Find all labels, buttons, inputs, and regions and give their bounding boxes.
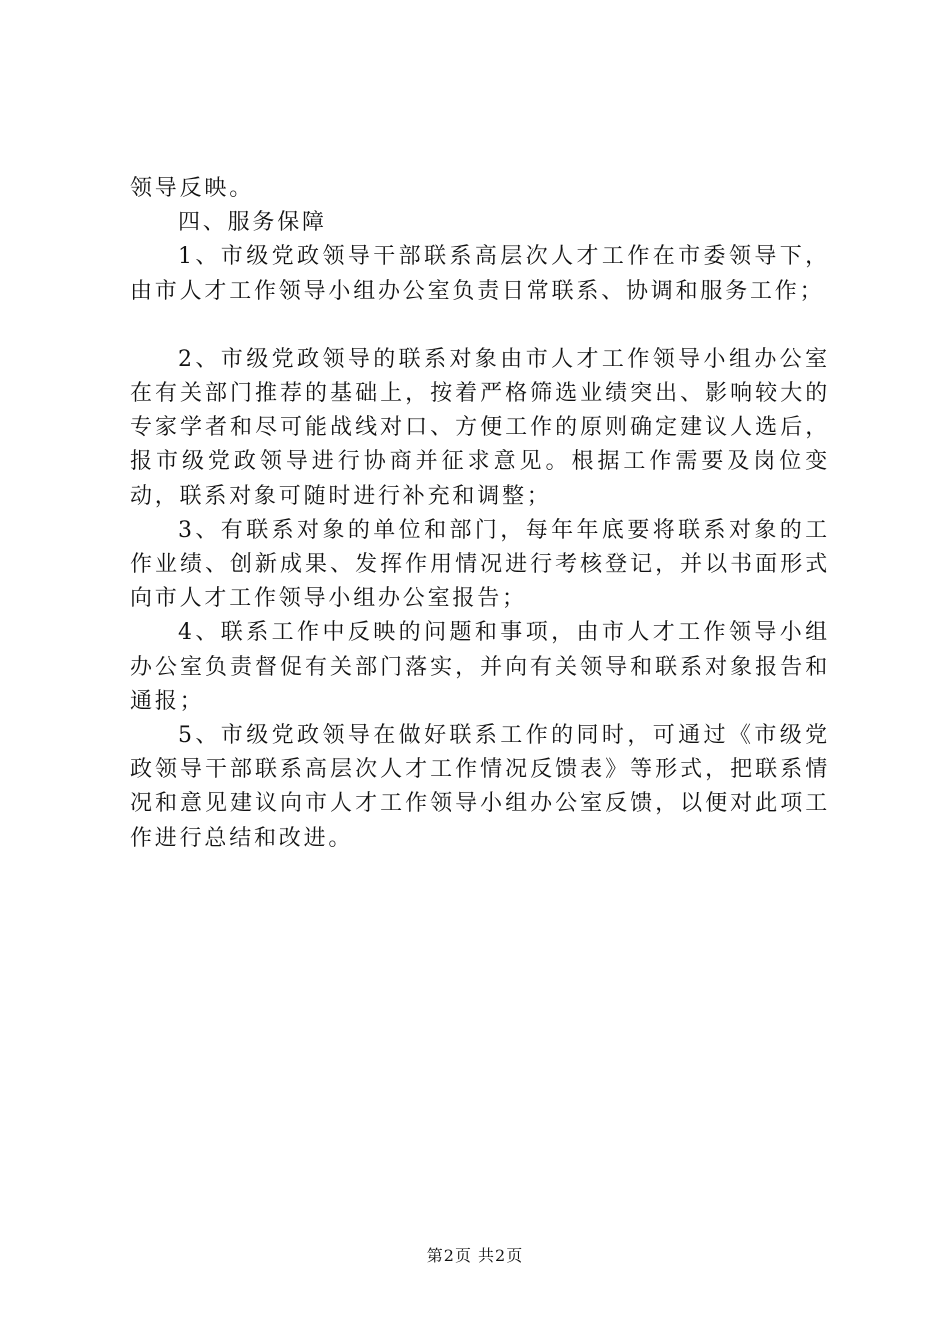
section-heading: 四、服务保障 (178, 210, 327, 236)
paragraph-item-2: 2、市级党政领导的联系对象由市人才工作领导小组办公室在有关部门推荐的基础上，按着严格筛选业绩突出、影响较大的专家学者和尽可能战线对口、方便工作的原则确定建议人选后，报市级党政领导进行协商并征求意见。根据工作需要及岗位变动，联系对象可随时进行补充和调整； (130, 346, 830, 509)
paragraph-item-1: 1、市级党政领导干部联系高层次人才工作在市委领导下，由市人才工作领导小组办公室负责日常联系、协调和服务工作； (130, 244, 830, 304)
continuation-text: 领导反映。 (130, 176, 255, 201)
paragraph-item-5: 5、市级党政领导在做好联系工作的同时，可通过《市级党政领导干部联系高层次人才工作情况反馈表》等形式，把联系情况和意见建议向市人才工作领导小组办公室反馈，以便对此项工作进行总结和改进。 (130, 723, 830, 851)
document-body (130, 172, 830, 856)
page-number: 第2页 共2页 (426, 1246, 524, 1265)
paragraph-item-3: 3、有联系对象的单位和部门，每年年底要将联系对象的工作业绩、创新成果、发挥作用情况进行考核登记，并以书面形式向市人才工作领导小组办公室报告； (130, 517, 830, 612)
page-footer (0, 1243, 950, 1266)
paragraph-item-4: 4、联系工作中反映的问题和事项，由市人才工作领导小组办公室负责督促有关部门落实，并向有关领导和联系对象报告和通报； (130, 620, 830, 714)
